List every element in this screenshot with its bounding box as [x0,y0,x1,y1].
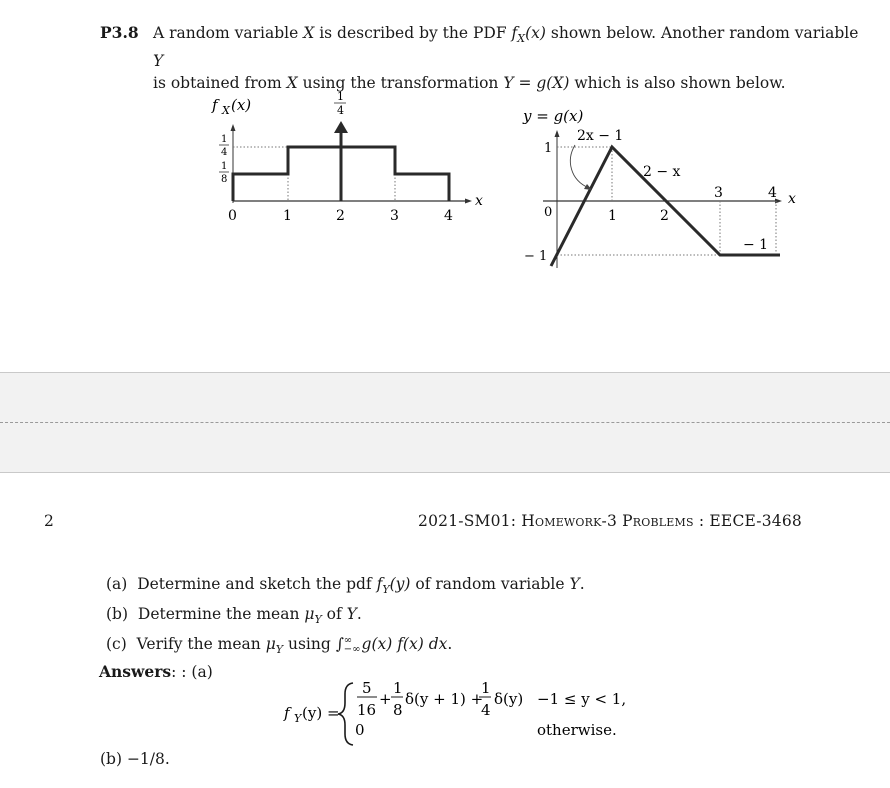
math-sub: Y [382,583,390,597]
eq-term2: δ(y + 1) + [405,690,484,708]
frac2-num: 1 [393,679,403,697]
text-span: of random variable [410,575,570,593]
part-label: (b) [106,605,129,624]
integral-lower: −∞ [343,644,361,656]
pdf-xtick: 4 [444,208,453,224]
frac3-num: 1 [481,679,491,697]
running-head-title: Homework-3 Problems [521,512,694,530]
g-xlabel: x [788,191,796,207]
text-span: . [579,575,585,593]
eq-plus: + [379,690,392,708]
eq-lhs: f [284,704,290,722]
answers-suffix: : : (a) [171,663,213,681]
math-X: X [286,74,298,93]
pdf-ylabel: f [212,96,218,114]
text-span: . [447,635,453,654]
math-mu: μ [304,605,315,624]
math-sub: X [517,32,526,46]
integral-upper: ∞ [343,635,353,647]
math-integrand: g(x) f(x) dx [361,635,448,654]
text-span: Determine the mean [137,605,305,624]
frac1-num: 5 [362,679,372,697]
math-Y: Y [153,52,164,71]
g-seg2-label: 2 − x [643,164,681,180]
g-ytick-top: 1 [544,141,553,156]
text-span: . [356,605,362,624]
text-span: is obtained from [153,74,287,93]
text-span: which is also shown below. [569,74,786,93]
text-span: is described by the PDF [314,24,512,42]
math-Y: Y [569,575,580,593]
eq-lhs-arg: (y) = [302,704,340,722]
math-sub: Y [275,643,284,657]
pdf-xtick: 3 [390,208,399,224]
math-integral: ∫ [335,635,344,654]
running-head-course: 2021-SM01: [418,512,522,530]
g-seg1-label: 2x − 1 [577,128,624,144]
text-span: A random variable [153,24,304,42]
problem-number: P3.8 [100,23,139,42]
math-sub: Y [314,613,322,627]
eq-cond1: −1 ≤ y < 1, [537,690,627,708]
frac2-den: 8 [393,701,403,719]
math-X: X [303,24,315,42]
g-title: y = g(x) [523,107,584,125]
text-span: using the transformation [297,74,504,93]
pdf-xtick: 2 [336,208,345,224]
text-span: shown below. Another random variable [545,24,859,42]
impulse-label-num: 1 [337,90,344,103]
math-f: f [511,24,518,42]
eq-row2-value: 0 [355,721,365,739]
ytick-eighth-den: 8 [221,174,228,185]
eq-term3: δ(y) [494,690,524,708]
g-origin: 0 [544,205,553,220]
g-seg3-label: − 1 [743,237,769,253]
eq-brace [338,683,353,745]
g-xtick: 1 [608,208,617,224]
math-arg: (x) [525,24,546,42]
running-head-code: : EECE-3468 [693,512,802,530]
eq-lhs-sub: Y [294,712,302,725]
math-mu: μ [265,635,276,654]
pdf-xtick: 0 [228,208,237,224]
math-Y: Y [346,605,357,624]
page-number: 2 [44,512,54,530]
math-transformation: Y = g(X) [503,74,570,93]
g-xtick: 3 [714,185,723,201]
g-ytick-bottom: − 1 [524,249,548,264]
frac3-den: 4 [481,701,491,719]
answers-label: Answers [99,662,172,681]
text-span: of [321,605,347,624]
ytick-eighth-num: 1 [221,161,228,172]
g-xtick: 4 [768,185,777,201]
text-span: Verify the mean [136,635,266,654]
pdf-ylabel-sub: X [222,104,230,117]
eq-cond2: otherwise. [537,721,617,739]
math-arg: (y) [389,575,411,593]
part-label: (c) [106,635,127,654]
text-span: Determine and sketch the pdf [137,575,377,593]
ytick-quarter-num: 1 [221,134,228,145]
pdf-ylabel-arg: (x) [231,96,252,114]
g-xtick: 2 [660,208,669,224]
part-label: (a) [106,575,128,593]
pdf-xlabel: x [475,193,483,209]
frac1-den: 16 [357,701,377,719]
pdf-xtick: 1 [283,208,292,224]
impulse-label-den: 4 [337,104,344,117]
text-span: using [283,635,336,654]
answer-b: (b) −1/8. [100,750,170,768]
ytick-quarter-den: 4 [221,147,228,158]
math-f: f [376,575,383,593]
